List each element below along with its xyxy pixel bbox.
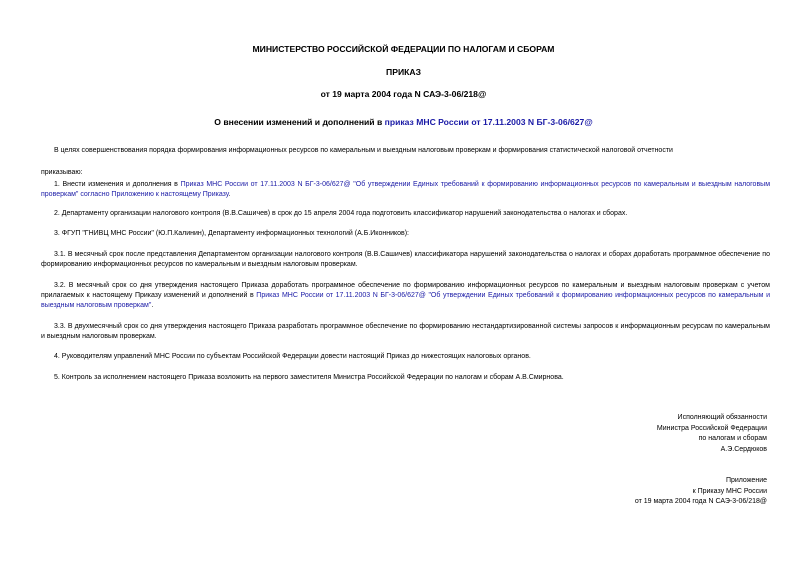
paragraph-3-2 — [41, 281, 770, 311]
appendix-block — [635, 476, 767, 508]
p1-text-c: . — [228, 191, 231, 198]
p1-text-a: 1. Внести изменения и дополнения в — [54, 181, 181, 188]
paragraph-3-3: 3.3. В двухмесячный срок со дня утверждения настоящего Приказа разработать программное обеспечение по формированию нестандартизированной системы запросов к информационным ресурсам по камеральным и выездным налоговым проверкам. — [41, 323, 770, 340]
paragraph-3: 3. ФГУП "ГНИВЦ МНС России" (Ю.П.Калинин), Департаменту информационных технологий (А.Б.Иконников): — [54, 230, 410, 237]
paragraph-4: 4. Руководителям управлений МНС России по субъектам Российской Федерации довести настоящий Приказ до нижестоящих налоговых органов. — [54, 353, 531, 360]
p1-text-b: "Об утверждении Единых требований к формированию информационных ресурсов по камеральным и выездным налоговым проверкам" согласно — [41, 181, 771, 198]
paragraph-2: 2. Департаменту организации налогового контроля (В.В.Сашичев) в срок до 15 апреля 2004 года подготовить классификатор нарушений законодательства о налогах и сборах. — [54, 210, 628, 217]
paragraph-5: 5. Контроль за исполнением настоящего Приказа возложить на первого заместителя Министра Российской Федерации по налогам и сборам А.В.Смирнова. — [54, 374, 564, 381]
intro-paragraph: В целях совершенствования порядка формирования информационных ресурсов по камеральным и выездным налоговым проверкам и формирования статистической налоговой отчетности — [54, 147, 673, 154]
p1-appendix-link[interactable]: Приложению к настоящему Приказу — [111, 191, 229, 198]
signature-line-1: Исполняющий обязанности — [677, 414, 767, 421]
document-subject — [0, 117, 807, 127]
ministry-title: МИНИСТЕРСТВО РОССИЙСКОЙ ФЕДЕРАЦИИ ПО НАЛОГАМ И СБОРАМ — [252, 44, 555, 54]
paragraph-3-1: 3.1. В месячный срок после представления Департаментом организации налогового контроля (В.В.Сашичев) классификатора нарушений законодательства о налогах и сборах доработать программное обеспечение по формированию информационных ресурсов по камеральным и выездным налоговым проверкам. — [41, 251, 770, 268]
appendix-line-1: Приложение — [725, 477, 767, 484]
p32-order-link[interactable]: Приказ МНС России от 17.11.2003 N БГ-3-06/627@ "Об утверждении Единых требований к формированию информационных ресурсов по камеральным и выездным налоговым проверкам" — [41, 292, 770, 309]
appendix-line-3: от 19 марта 2004 года N САЭ-3-06/218@ — [634, 498, 767, 506]
signature-line-3: по налогам и сборам — [698, 435, 767, 443]
orders-word: приказываю: — [41, 169, 83, 176]
signature-block — [657, 413, 767, 455]
document-type: ПРИКАЗ — [386, 67, 421, 77]
p32-text-b: . — [151, 302, 154, 309]
signature-line-2: Министра Российской Федерации — [656, 424, 767, 432]
appendix-line-2: к Приказу МНС России — [692, 487, 767, 495]
p1-order-link[interactable]: Приказ МНС России от 17.11.2003 N БГ-3-06/627@ — [180, 181, 351, 188]
subject-prefix: О внесении изменений и дополнений в — [214, 117, 385, 127]
p32-text-a: 3.2. В месячный срок со дня утверждения настоящего Приказа доработать программное обеспечение по формированию информационных ресурсов по камеральным и выездным налоговым проверкам с учетом прилагаемых к настоящему Приказу изменений и дополнений в — [41, 282, 770, 299]
document-date-number: от 19 марта 2004 года N САЭ-3-06/218@ — [320, 89, 487, 99]
paragraph-1 — [41, 180, 770, 200]
subject-link[interactable]: приказ МНС России от 17.11.2003 N БГ-3-06/627@ — [384, 117, 593, 127]
signature-name: А.Э.Сердюков — [720, 445, 767, 453]
